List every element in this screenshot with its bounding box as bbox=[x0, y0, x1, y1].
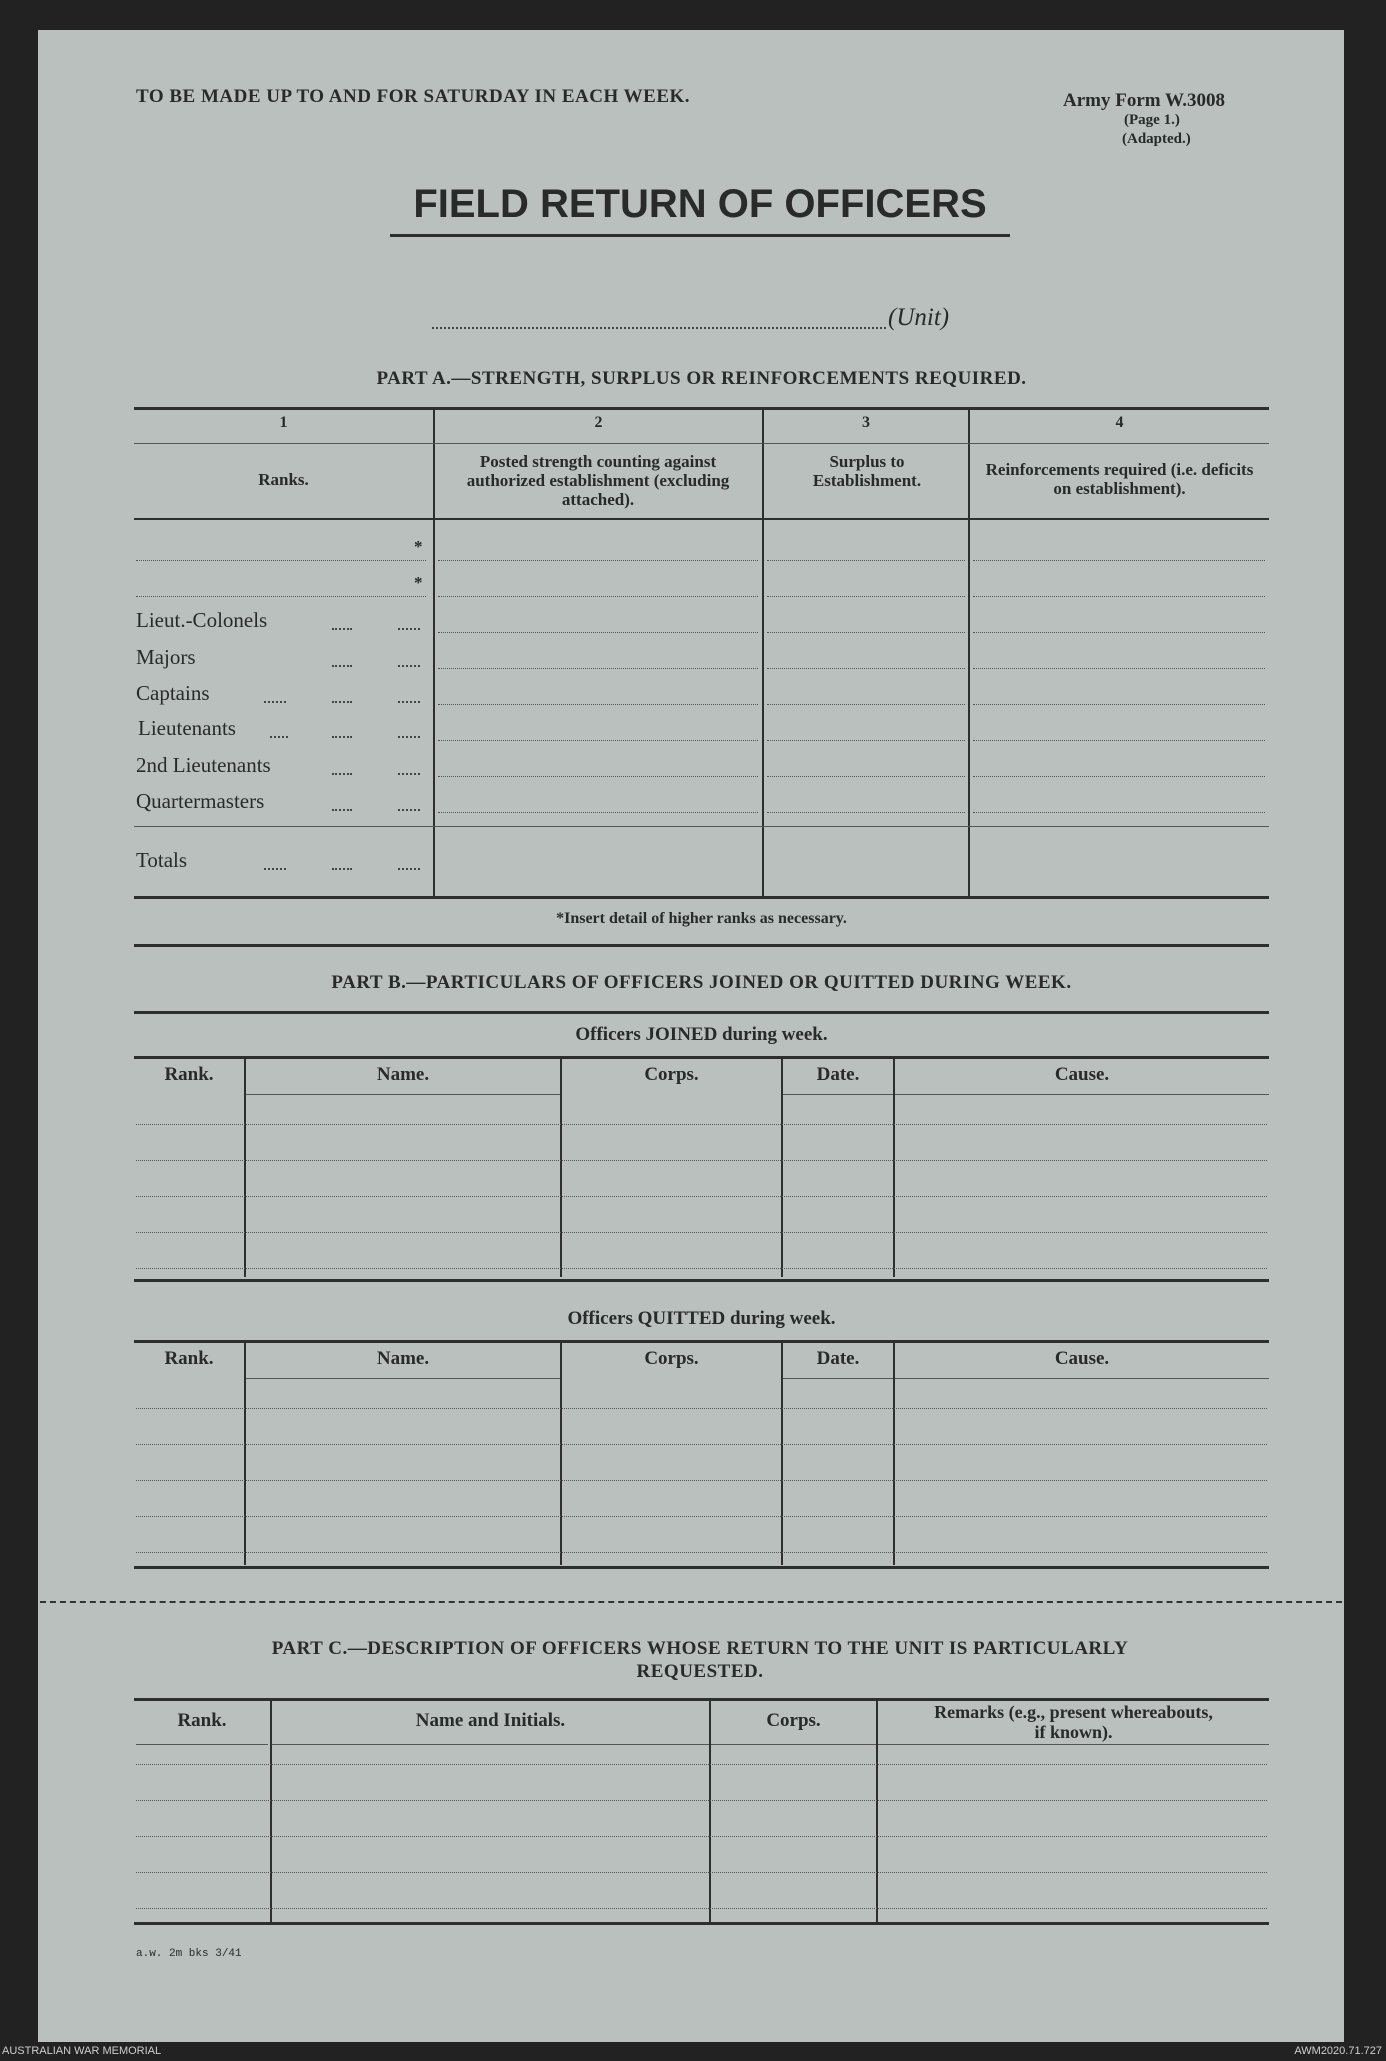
quitted-header-rule bbox=[246, 1378, 560, 1379]
asterisk-1: * bbox=[414, 537, 423, 556]
leader-dots bbox=[398, 868, 420, 870]
leader-dots bbox=[264, 701, 286, 703]
part-a-heading: PART A.—STRENGTH, SURPLUS OR REINFORCEMENTS REQUIRED. bbox=[376, 368, 1027, 389]
leader-dots bbox=[332, 701, 352, 703]
quitted-table-bottom bbox=[134, 1566, 1269, 1569]
unit-label: (Unit) bbox=[888, 304, 950, 331]
header-surplus: Surplus to Establishment. bbox=[812, 452, 922, 490]
quitted-table-top bbox=[134, 1340, 1269, 1343]
table-row[interactable] bbox=[136, 1908, 1267, 1909]
asterisk-2: * bbox=[414, 573, 423, 592]
joined-col-corps: Corps. bbox=[644, 1064, 699, 1085]
cell-row[interactable] bbox=[973, 668, 1265, 669]
cell-row[interactable] bbox=[438, 704, 758, 705]
quitted-header-rule bbox=[895, 1378, 1269, 1379]
table-row[interactable] bbox=[136, 1836, 1267, 1837]
leader-dots bbox=[398, 701, 420, 703]
part-a-bottom-rule bbox=[134, 896, 1269, 899]
quitted-col-rank: Rank. bbox=[164, 1348, 214, 1369]
part-c-col-remarks bbox=[878, 1702, 1269, 1742]
leader-dots bbox=[264, 868, 286, 870]
archive-institution: AUSTRALIAN WAR MEMORIAL bbox=[2, 2045, 162, 2057]
leader-dots bbox=[332, 736, 352, 738]
header-posted-strength: Posted strength counting against authorized establishment (excluding attached). bbox=[466, 452, 730, 509]
quitted-col-cause: Cause. bbox=[1054, 1348, 1110, 1369]
quitted-title: Officers QUITTED during week. bbox=[567, 1308, 836, 1329]
higher-rank-blank-2[interactable] bbox=[136, 596, 426, 597]
part-c-heading-line-2: REQUESTED. bbox=[636, 1661, 764, 1682]
joined-col-divider bbox=[893, 1059, 895, 1277]
rank-majors: Majors bbox=[136, 645, 196, 669]
cell-row[interactable] bbox=[767, 776, 965, 777]
joined-table-top bbox=[134, 1056, 1269, 1059]
table-row[interactable] bbox=[136, 1268, 1267, 1269]
joined-col-divider bbox=[560, 1059, 562, 1277]
joined-header-rule bbox=[246, 1094, 560, 1095]
title-underline bbox=[390, 234, 1010, 237]
cell-row[interactable] bbox=[973, 740, 1265, 741]
table-row[interactable] bbox=[136, 1872, 1267, 1873]
table-row[interactable] bbox=[136, 1408, 1267, 1409]
part-c-col-divider bbox=[709, 1701, 711, 1923]
quitted-col-name: Name. bbox=[376, 1348, 430, 1369]
unit-field[interactable] bbox=[432, 327, 886, 329]
leader-dots bbox=[332, 868, 352, 870]
part-c-remarks-line-2: if known). bbox=[1034, 1722, 1113, 1742]
part-a-top-rule bbox=[134, 407, 1269, 410]
part-c-header-rule bbox=[878, 1744, 1269, 1745]
part-a-closing-rule bbox=[134, 944, 1269, 947]
archive-accession: AWM2020.71.727 bbox=[1294, 2045, 1382, 2057]
totals-label: Totals bbox=[136, 848, 188, 872]
table-row[interactable] bbox=[136, 1232, 1267, 1233]
cell-row[interactable] bbox=[767, 596, 965, 597]
part-a-col-divider-2 bbox=[762, 410, 764, 898]
part-c-col-name: Name and Initials. bbox=[415, 1710, 566, 1731]
joined-title: Officers JOINED during week. bbox=[575, 1024, 828, 1045]
leader-dots bbox=[332, 628, 352, 630]
part-c-header-rule bbox=[136, 1744, 268, 1745]
part-c-remarks-line-1: Remarks (e.g., present whereabouts, bbox=[934, 1702, 1213, 1722]
cell-row[interactable] bbox=[438, 812, 758, 813]
cell-row[interactable] bbox=[767, 668, 965, 669]
leader-dots bbox=[398, 628, 420, 630]
leader-dots bbox=[398, 736, 420, 738]
quitted-col-divider bbox=[893, 1343, 895, 1565]
form-page: (Page 1.) bbox=[1124, 112, 1180, 128]
part-c-col-rank: Rank. bbox=[177, 1710, 227, 1731]
table-row[interactable] bbox=[136, 1160, 1267, 1161]
cell-row[interactable] bbox=[767, 812, 965, 813]
cell-row[interactable] bbox=[438, 668, 758, 669]
form-instruction: TO BE MADE UP TO AND FOR SATURDAY IN EACH WEEK. bbox=[136, 86, 691, 107]
form-number: Army Form W.3008 bbox=[1063, 90, 1226, 111]
leader-dots bbox=[270, 736, 288, 738]
table-row[interactable] bbox=[136, 1800, 1267, 1801]
cell-row[interactable] bbox=[973, 632, 1265, 633]
part-c-table-top bbox=[134, 1698, 1269, 1701]
table-row[interactable] bbox=[136, 1196, 1267, 1197]
cell-row[interactable] bbox=[438, 560, 758, 561]
joined-table-bottom bbox=[134, 1279, 1269, 1282]
leader-dots bbox=[332, 809, 352, 811]
col-number-2: 2 bbox=[594, 414, 603, 431]
print-code: a.w. 2m bks 3/41 bbox=[136, 1948, 242, 1960]
part-a-footnote: *Insert detail of higher ranks as necessary. bbox=[556, 910, 847, 927]
rank-2nd-lieutenants: 2nd Lieutenants bbox=[136, 753, 271, 777]
cell-row[interactable] bbox=[973, 776, 1265, 777]
rank-quartermasters: Quartermasters bbox=[136, 789, 265, 813]
cell-row[interactable] bbox=[438, 632, 758, 633]
col-number-4: 4 bbox=[1115, 414, 1124, 431]
joined-header-rule bbox=[895, 1094, 1269, 1095]
col-number-3: 3 bbox=[862, 414, 870, 431]
quitted-col-divider bbox=[244, 1343, 246, 1565]
part-a-col-divider-1 bbox=[433, 410, 435, 898]
part-c-heading bbox=[160, 1637, 1240, 1683]
quitted-col-date: Date. bbox=[816, 1348, 860, 1369]
table-row[interactable] bbox=[136, 1124, 1267, 1125]
cell-row[interactable] bbox=[767, 632, 965, 633]
part-a-col-divider-3 bbox=[968, 410, 970, 898]
part-b-heading: PART B.—PARTICULARS OF OFFICERS JOINED OR QUITTED DURING WEEK. bbox=[331, 972, 1072, 993]
perforation-line bbox=[40, 1601, 1342, 1603]
part-c-header-rule bbox=[711, 1744, 876, 1745]
table-row[interactable] bbox=[136, 1480, 1267, 1481]
joined-col-cause: Cause. bbox=[1054, 1064, 1110, 1085]
part-c-col-divider bbox=[270, 1701, 272, 1923]
table-row[interactable] bbox=[136, 1516, 1267, 1517]
rank-lieut-colonels: Lieut.-Colonels bbox=[136, 608, 268, 632]
joined-col-name: Name. bbox=[376, 1064, 430, 1085]
cell-row[interactable] bbox=[973, 560, 1265, 561]
table-row[interactable] bbox=[136, 1444, 1267, 1445]
quitted-col-divider bbox=[781, 1343, 783, 1565]
cell-row[interactable] bbox=[767, 560, 965, 561]
part-a-header-rule bbox=[134, 518, 1269, 520]
joined-col-divider bbox=[781, 1059, 783, 1277]
leader-dots bbox=[398, 665, 420, 667]
part-b-top-rule bbox=[134, 1011, 1269, 1014]
cell-row[interactable] bbox=[973, 812, 1265, 813]
quitted-header-rule bbox=[783, 1378, 893, 1379]
cell-row[interactable] bbox=[438, 776, 758, 777]
cell-row[interactable] bbox=[438, 596, 758, 597]
quitted-col-divider bbox=[560, 1343, 562, 1565]
cell-row[interactable] bbox=[767, 704, 965, 705]
leader-dots bbox=[398, 809, 420, 811]
leader-dots bbox=[332, 773, 352, 775]
part-c-header-rule bbox=[272, 1744, 709, 1745]
part-c-table-bottom bbox=[134, 1922, 1269, 1925]
cell-row[interactable] bbox=[438, 740, 758, 741]
cell-row[interactable] bbox=[973, 596, 1265, 597]
part-a-number-row-rule bbox=[134, 443, 1269, 444]
quitted-col-corps: Corps. bbox=[644, 1348, 699, 1369]
joined-col-date: Date. bbox=[816, 1064, 860, 1085]
part-c-heading-line-1: PART C.—DESCRIPTION OF OFFICERS WHOSE RETURN TO THE UNIT IS PARTICULARLY bbox=[271, 1638, 1129, 1659]
part-c-col-corps: Corps. bbox=[766, 1710, 821, 1731]
header-reinforcements: Reinforcements required (i.e. deficits on establishment). bbox=[985, 460, 1254, 498]
higher-rank-blank-1[interactable] bbox=[136, 560, 426, 561]
joined-header-rule bbox=[783, 1094, 893, 1095]
cell-row[interactable] bbox=[767, 740, 965, 741]
cell-row[interactable] bbox=[973, 704, 1265, 705]
rank-captains: Captains bbox=[136, 681, 210, 705]
form-adapted: (Adapted.) bbox=[1122, 131, 1191, 147]
leader-dots bbox=[398, 773, 420, 775]
joined-col-rank: Rank. bbox=[164, 1064, 214, 1085]
table-row[interactable] bbox=[136, 1552, 1267, 1553]
joined-col-divider bbox=[244, 1059, 246, 1277]
header-ranks: Ranks. bbox=[258, 470, 309, 489]
rank-lieutenants: Lieutenants bbox=[138, 716, 236, 740]
leader-dots bbox=[332, 665, 352, 667]
page-title: FIELD RETURN OF OFFICERS bbox=[413, 182, 987, 226]
totals-rule bbox=[134, 826, 1269, 827]
col-number-1: 1 bbox=[279, 414, 288, 431]
table-row[interactable] bbox=[136, 1764, 1267, 1765]
